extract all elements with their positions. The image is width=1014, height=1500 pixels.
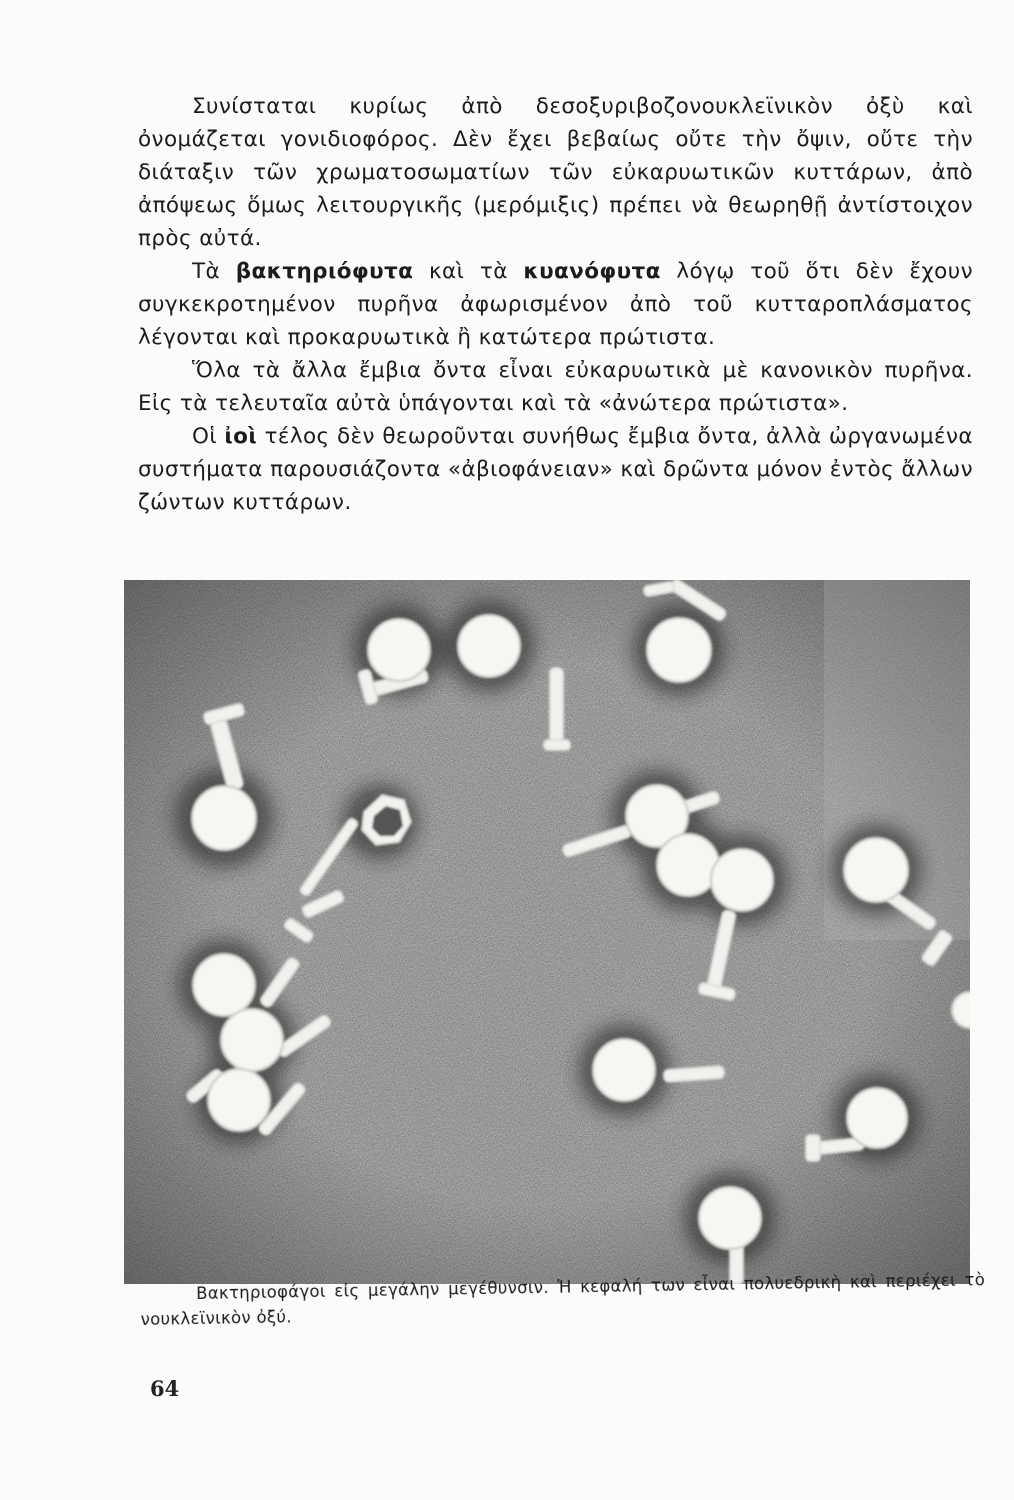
paragraph-3 — [138, 354, 973, 420]
paragraph-2-text-b: καὶ τὰ — [413, 259, 524, 284]
paragraph-1-text: Συνίσταται κυρίως ἀπὸ δεσοξυριβοζονουκλεϊνικὸν ὀξὺ καὶ ὀνομάζεται γονιδιοφόρος. Δὲν ἔχει βεβαίως οὔτε τὴν ὄψιν, οὔτε τὴν διάταξιν τῶν χρωματοσωματίων τῶν εὐκαρυωτικῶν κυττάρων, ἀπὸ ἀπόψεως ὅμως λειτουργικῆς (μερόμιξις) πρέπει νὰ θεωρηθῇ ἀντίστοιχον πρὸς αὐτά. — [138, 94, 973, 251]
paragraph-4-text-a: Οἱ — [192, 424, 225, 449]
term-viruses: ἰοὶ — [224, 424, 258, 449]
bacteriophage-micrograph — [124, 580, 970, 1284]
caption-text: Βακτηριοφάγοι εἰς μεγάλην μεγέθυνσιν. Ἡ κεφαλή των εἶναι πολυεδρικὴ καὶ περιέχει τὸ νουκλεϊνικὸν ὀξύ. — [140, 1270, 986, 1329]
page-number: 64 — [150, 1376, 180, 1401]
paragraph-2-text-c: λόγῳ τοῦ ὅτι δὲν ἔχουν συγκεκροτημένον πυρῆνα ἀφωρισμένον ἀπὸ τοῦ κυτταροπλάσματος λέγονται καὶ προκαρυωτικὰ ἢ κατώτερα πρώτιστα. — [138, 259, 973, 350]
term-bacteriophyta: βακτηριόφυτα — [235, 259, 414, 284]
paragraph-3-text: Ὅλα τὰ ἄλλα ἔμβια ὄντα εἶναι εὐκαρυωτικὰ μὲ κανονικὸν πυρῆνα. Εἰς τὰ τελευταῖα αὐτὰ ὑπάγονται καὶ τὰ «ἀνώτερα πρώτιστα». — [138, 358, 973, 416]
paragraph-1 — [138, 90, 973, 255]
paragraph-4 — [138, 420, 973, 519]
paragraph-2-text-a: Τὰ — [192, 259, 236, 284]
paragraph-4-text-b: τέλος δὲν θεωροῦνται συνήθως ἔμβια ὄντα, ἀλλὰ ὠργανωμένα συστήματα παρουσιάζοντα «ἀβιοφάνειαν» καὶ δρῶντα μόνον ἐντὸς ἄλλων ζώντων κυττάρων. — [138, 424, 973, 515]
paragraph-2 — [138, 255, 973, 354]
body-text — [138, 90, 973, 519]
term-cyanophyta: κυανόφυτα — [523, 259, 661, 284]
